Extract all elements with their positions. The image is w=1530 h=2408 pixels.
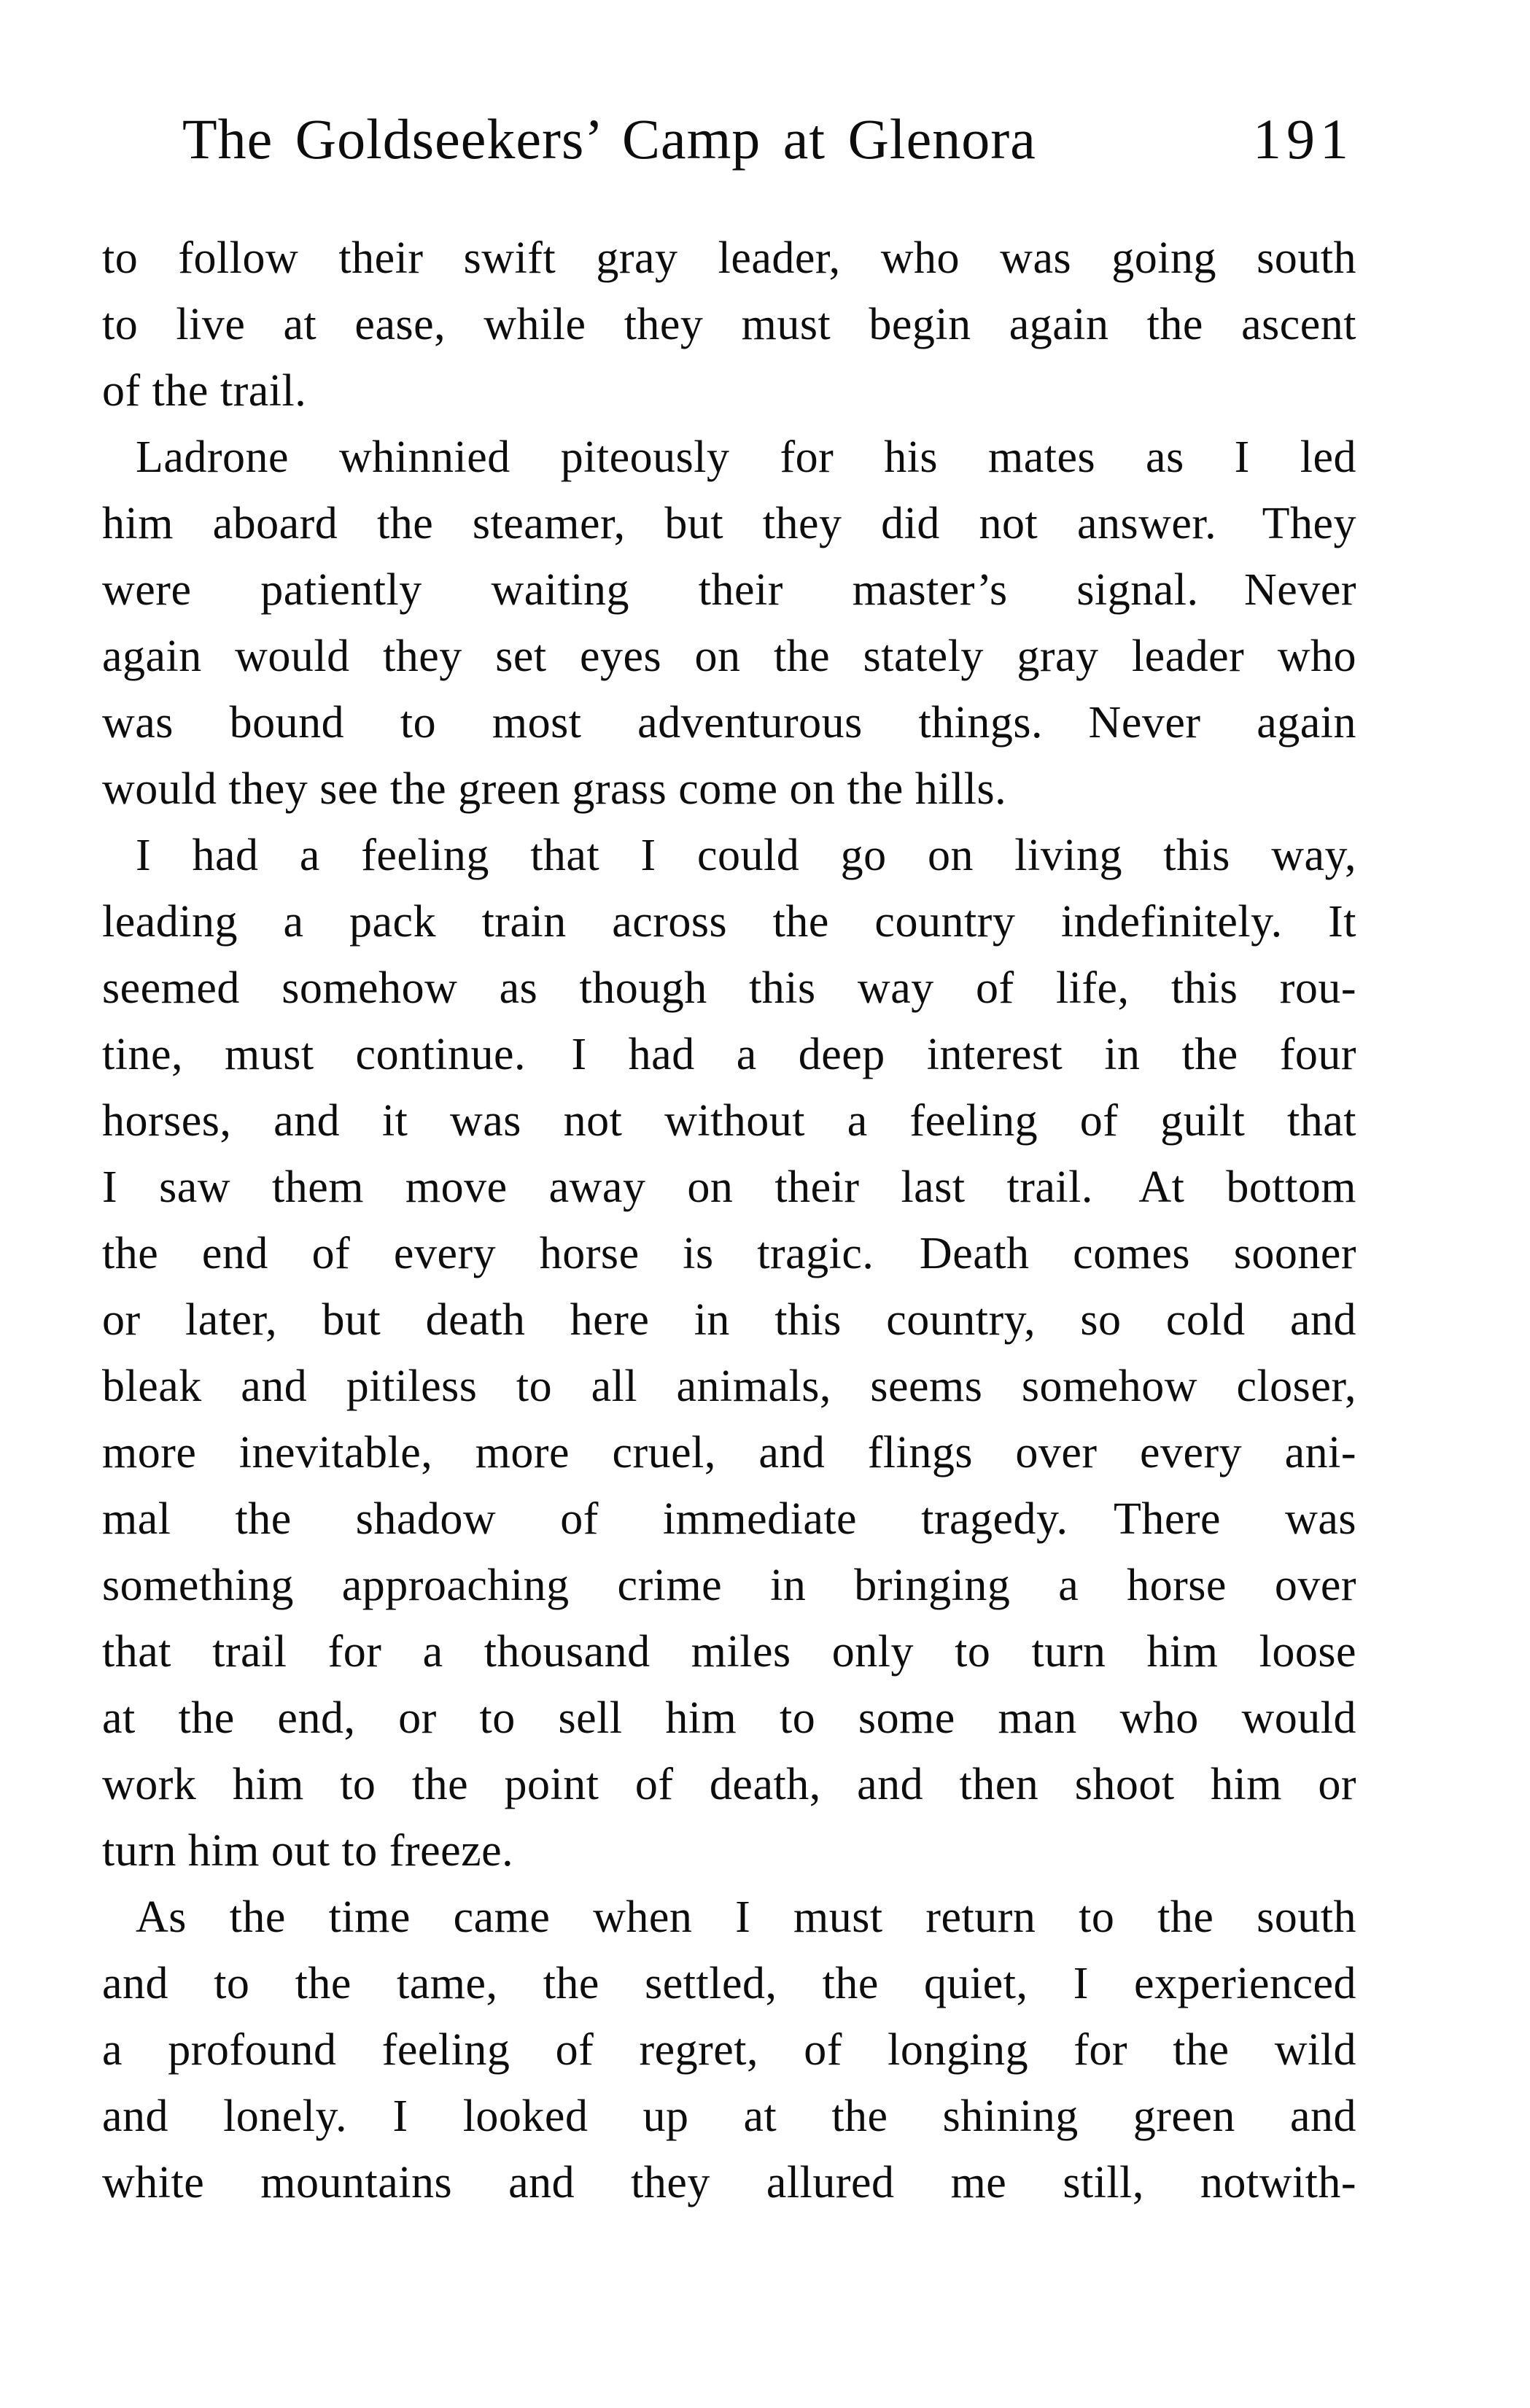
text-line: or later, but death here in this country, so cold and (102, 1295, 1356, 1345)
text-line: bleak and pitiless to all animals, seems somehow closer, (102, 1362, 1356, 1411)
text-line: mal the shadow of immediate tragedy. There was (102, 1494, 1356, 1544)
text-line: more inevitable, more cruel, and flings over every ani- (102, 1428, 1356, 1477)
text-line: would they see the green grass come on the hills. (102, 764, 1007, 814)
text-line: to live at ease, while they must begin again the ascent (102, 300, 1356, 349)
text-line: turn him out to freeze. (102, 1826, 514, 1876)
text-line: something approaching crime in bringing a horse over (102, 1561, 1356, 1610)
page-number: 191 (1253, 107, 1354, 171)
text-line: leading a pack train across the country indefinitely. It (102, 897, 1356, 947)
text-line: I saw them move away on their last trail. At bottom (102, 1162, 1356, 1212)
text-line: to follow their swift gray leader, who was going south (102, 233, 1356, 283)
text-line: that trail for a thousand miles only to turn him loose (102, 1627, 1356, 1677)
paragraph (102, 823, 1356, 1884)
paragraph (102, 424, 1356, 823)
text-line: at the end, or to sell him to some man who would (102, 1693, 1356, 1743)
text-line: and lonely. I looked up at the shining green and (102, 2092, 1356, 2141)
text-line: I had a feeling that I could go on living this way, (136, 831, 1356, 880)
text-line: him aboard the steamer, but they did not answer. They (102, 499, 1356, 548)
text-line: horses, and it was not without a feeling of guilt that (102, 1096, 1356, 1146)
paragraph (102, 1884, 1356, 2216)
text-line: As the time came when I must return to the south (136, 1892, 1356, 1942)
text-line: white mountains and they allured me still, notwith- (102, 2158, 1356, 2207)
text-line: and to the tame, the settled, the quiet, I experienced (102, 1959, 1356, 2008)
text-line: tine, must continue. I had a deep interest in the four (102, 1030, 1356, 1079)
running-header (102, 107, 1356, 171)
text-line: seemed somehow as though this way of life, this rou- (102, 963, 1356, 1013)
text-line: of the trail. (102, 366, 307, 416)
text-line: was bound to most adventurous things. Never again (102, 698, 1356, 747)
text-line: again would they set eyes on the stately gray leader who (102, 632, 1356, 681)
text-line: work him to the point of death, and then shoot him or (102, 1760, 1356, 1809)
text-line: were patiently waiting their master’s signal. Never (102, 565, 1356, 615)
paragraph (102, 225, 1356, 424)
text-line: Ladrone whinnied piteously for his mates as I led (136, 432, 1356, 482)
text-line: the end of every horse is tragic. Death comes sooner (102, 1229, 1356, 1278)
text-line: a profound feeling of regret, of longing for the wild (102, 2025, 1356, 2075)
page-body (102, 225, 1356, 2216)
running-header-title: The Goldseekers’ Camp at Glenora (182, 107, 1036, 171)
